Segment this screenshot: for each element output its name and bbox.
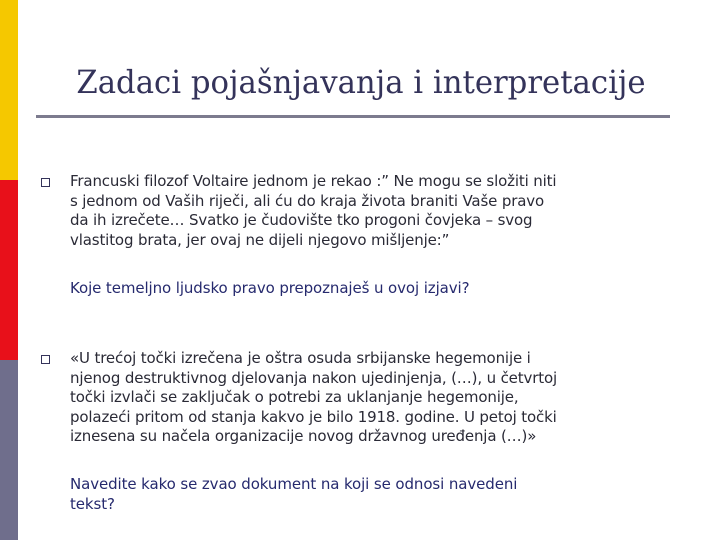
sidebar-yellow-stripe xyxy=(0,0,18,180)
paragraph-line: polazeći pritom od stanja kakvo je bilo 1918. godine. U petoj točki xyxy=(70,407,557,426)
paragraph-line: njenog destruktivnog djelovanja nakon ujedinjenja, (…), u četvrtoj xyxy=(70,368,557,387)
paragraph-line: Francuski filozof Voltaire jednom je rekao :” Ne mogu se složiti niti xyxy=(70,172,557,190)
square-bullet-icon xyxy=(41,355,50,364)
question-line: Navedite kako se zvao dokument na koji se odnosi navedeni xyxy=(70,475,518,493)
paragraph-line: «U trećoj točki izrečena je oštra osuda srbijanske hegemonije i xyxy=(70,349,531,367)
square-bullet-icon xyxy=(41,178,50,187)
paragraph-line: iznesena su načela organizacije novog državnog uređenja (…)» xyxy=(70,427,537,445)
paragraph-line: vlastitog brata, jer ovaj ne dijeli njegovo mišljenje:” xyxy=(70,230,450,249)
question-1 xyxy=(70,279,690,299)
sidebar-red-stripe xyxy=(0,180,18,360)
paragraph-line: točki izvlači se zaključak o potrebi za uklanjanje hegemonije, xyxy=(70,388,519,406)
title-divider xyxy=(36,115,670,118)
voltaire-quote-paragraph xyxy=(70,172,690,250)
question-line: Koje temeljno ljudsko pravo prepoznaješ u ovoj izjavi? xyxy=(70,279,470,297)
slide-title: Zadaci pojašnjavanja i interpretacije xyxy=(76,63,646,101)
question-2 xyxy=(70,475,690,514)
paragraph-line: da ih izrečete… Svatko je čudovište tko progoni čovjeka – svog xyxy=(70,211,533,229)
sidebar-gray-stripe xyxy=(0,360,18,540)
document-quote-paragraph xyxy=(70,349,690,447)
paragraph-line: s jednom od Vaših riječi, ali ću do kraja života braniti Vaše pravo xyxy=(70,191,545,210)
question-line: tekst? xyxy=(70,494,115,513)
